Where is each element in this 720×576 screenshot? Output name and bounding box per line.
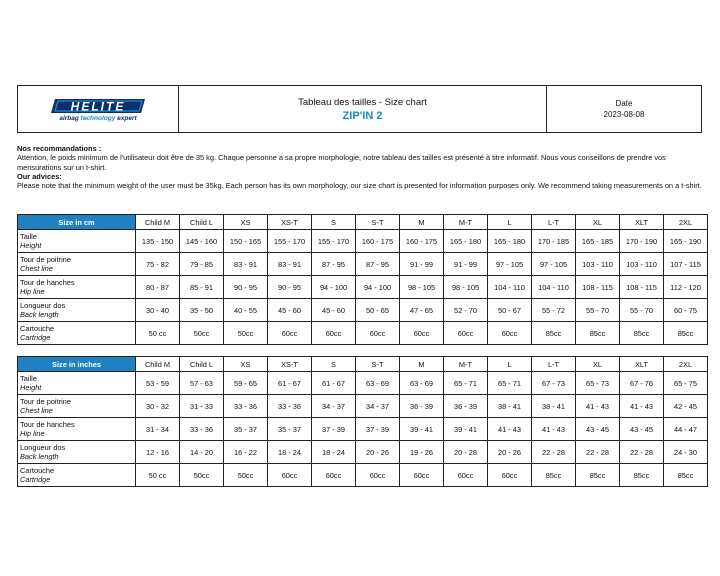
table-cell: 22 - 28 — [620, 441, 664, 464]
table-cell: 104 - 110 — [532, 276, 576, 299]
table-cell: 61 - 67 — [268, 372, 312, 395]
table-row — [18, 418, 708, 441]
in-row-label — [18, 464, 136, 487]
table-cell: 50 - 67 — [488, 299, 532, 322]
in-size-header: M — [400, 357, 444, 372]
row-label-fr: Taille — [20, 232, 37, 241]
date-label: Date — [615, 99, 633, 108]
cm-row-label — [18, 299, 136, 322]
table-cell: 47 - 65 — [400, 299, 444, 322]
table-cell: 75 - 82 — [136, 253, 180, 276]
in-size-header: 2XL — [664, 357, 708, 372]
table-cell: 22 - 28 — [576, 441, 620, 464]
table-row — [18, 276, 708, 299]
table-cell: 165 - 190 — [664, 230, 708, 253]
cm-header-row — [18, 215, 708, 230]
table-cell: 150 - 165 — [224, 230, 268, 253]
table-cell: 36 - 39 — [400, 395, 444, 418]
table-cell: 90 - 95 — [268, 276, 312, 299]
table-cell: 20 - 28 — [444, 441, 488, 464]
table-cell: 22 - 28 — [532, 441, 576, 464]
helite-logo — [49, 96, 147, 122]
table-cell: 36 - 39 — [444, 395, 488, 418]
row-label-en: Height — [20, 241, 42, 250]
cm-size-header: Child L — [180, 215, 224, 230]
advice-section — [17, 144, 707, 190]
table-cell: 50cc — [180, 322, 224, 345]
table-cell: 155 - 170 — [268, 230, 312, 253]
table-cell: 12 - 16 — [136, 441, 180, 464]
table-row — [18, 441, 708, 464]
table-cell: 85 - 91 — [180, 276, 224, 299]
size-table-cm — [17, 214, 708, 345]
table-cell: 45 - 60 — [268, 299, 312, 322]
document-header — [17, 85, 702, 133]
cm-size-header: XS — [224, 215, 268, 230]
table-cell: 65 - 71 — [444, 372, 488, 395]
size-table-inches — [17, 356, 708, 487]
table-cell: 60cc — [268, 322, 312, 345]
in-size-header: S — [312, 357, 356, 372]
row-label-en: Hip line — [20, 429, 45, 438]
in-row-label — [18, 395, 136, 418]
row-label-en: Back length — [20, 452, 59, 461]
in-size-header: L-T — [532, 357, 576, 372]
in-size-header: XS — [224, 357, 268, 372]
table-cell: 20 - 26 — [356, 441, 400, 464]
table-cell: 108 - 115 — [576, 276, 620, 299]
table-cell: 83 - 91 — [268, 253, 312, 276]
date-cell — [547, 86, 701, 132]
table-cell: 97 - 105 — [532, 253, 576, 276]
table-cell: 30 - 32 — [136, 395, 180, 418]
cm-row-label — [18, 276, 136, 299]
table-cell: 37 - 39 — [356, 418, 400, 441]
logo-tag-airbag: airbag — [59, 115, 79, 122]
cm-row-label — [18, 253, 136, 276]
logo-tagline — [59, 115, 136, 122]
row-label-en: Back length — [20, 310, 59, 319]
table-cell: 67 - 73 — [532, 372, 576, 395]
table-cell: 60 - 75 — [664, 299, 708, 322]
table-cell: 65 - 73 — [576, 372, 620, 395]
table-cell: 98 - 105 — [400, 276, 444, 299]
table-cell: 108 - 115 — [620, 276, 664, 299]
table-cell: 90 - 95 — [224, 276, 268, 299]
in-size-header: Child L — [180, 357, 224, 372]
table-cell: 38 - 41 — [532, 395, 576, 418]
cm-size-header: Child M — [136, 215, 180, 230]
table-cell: 61 - 67 — [312, 372, 356, 395]
cm-row-label — [18, 230, 136, 253]
cm-size-header: XLT — [620, 215, 664, 230]
table-cell: 40 - 55 — [224, 299, 268, 322]
table-cell: 34 - 37 — [356, 395, 400, 418]
advice-text-en: Please note that the minimum weight of the user must be 35kg. Each person has its own morphology, our size chart is presented for information purposes only. We recommend taking measurements on a t-shirt. — [17, 181, 702, 191]
table-cell: 39 - 41 — [444, 418, 488, 441]
table-cell: 50cc — [224, 464, 268, 487]
table-cell: 60cc — [312, 322, 356, 345]
table-cell: 60cc — [356, 322, 400, 345]
in-row-label — [18, 372, 136, 395]
table-row — [18, 372, 708, 395]
table-cell: 33 - 36 — [224, 395, 268, 418]
table-cell: 91 - 99 — [400, 253, 444, 276]
cm-corner-label: Size in cm — [18, 215, 136, 230]
cm-size-header: XL — [576, 215, 620, 230]
table-cell: 160 - 175 — [400, 230, 444, 253]
table-cell: 50 - 65 — [356, 299, 400, 322]
table-cell: 85cc — [576, 322, 620, 345]
table-cell: 44 - 47 — [664, 418, 708, 441]
table-cell: 85cc — [664, 464, 708, 487]
table-row — [18, 253, 708, 276]
table-cell: 33 - 36 — [180, 418, 224, 441]
in-size-header: XL — [576, 357, 620, 372]
row-label-fr: Cartouche — [20, 466, 55, 475]
logo-tag-technology: technology — [80, 115, 116, 122]
table-cell: 63 - 69 — [400, 372, 444, 395]
table-cell: 85cc — [532, 464, 576, 487]
table-cell: 155 - 170 — [312, 230, 356, 253]
table-cell: 35 - 37 — [224, 418, 268, 441]
table-cell: 41 - 43 — [576, 395, 620, 418]
cm-size-header: L — [488, 215, 532, 230]
table-cell: 18 - 24 — [268, 441, 312, 464]
table-cell: 60cc — [312, 464, 356, 487]
in-header-row — [18, 357, 708, 372]
table-row — [18, 230, 708, 253]
table-cell: 34 - 37 — [312, 395, 356, 418]
row-label-fr: Tour de hanches — [20, 420, 75, 429]
advice-heading-fr: Nos recommandations : — [17, 144, 102, 153]
cm-size-header: M-T — [444, 215, 488, 230]
table-cell: 85cc — [620, 464, 664, 487]
cm-row-label — [18, 322, 136, 345]
cm-size-header: L-T — [532, 215, 576, 230]
table-cell: 16 - 22 — [224, 441, 268, 464]
in-size-header: M-T — [444, 357, 488, 372]
table-cell: 97 - 105 — [488, 253, 532, 276]
table-cell: 41 - 43 — [620, 395, 664, 418]
helite-logo-mark — [49, 96, 147, 116]
table-cell: 135 - 150 — [136, 230, 180, 253]
table-cell: 39 - 41 — [400, 418, 444, 441]
table-cell: 87 - 95 — [356, 253, 400, 276]
table-cell: 112 - 120 — [664, 276, 708, 299]
table-cell: 35 - 37 — [268, 418, 312, 441]
table-cell: 59 - 65 — [224, 372, 268, 395]
in-size-header: Child M — [136, 357, 180, 372]
table-cell: 37 - 39 — [312, 418, 356, 441]
table-cell: 41 - 43 — [532, 418, 576, 441]
table-cell: 24 - 30 — [664, 441, 708, 464]
table-cell: 60cc — [444, 464, 488, 487]
table-cell: 60cc — [356, 464, 400, 487]
advice-text-fr: Attention, le poids minimum de l'utilisateur doit être de 35 kg. Chaque personne a sa propre morphologie, notre tableau des tailles est présenté à titre informatif. Nous vous conseillons de prendre vos mensurations sur un t-shirt. — [17, 153, 666, 172]
table-cell: 65 - 71 — [488, 372, 532, 395]
table-cell: 45 - 60 — [312, 299, 356, 322]
product-name: ZIP'IN 2 — [342, 109, 383, 122]
table-cell: 60cc — [488, 322, 532, 345]
row-label-fr: Tour de hanches — [20, 278, 75, 287]
table-cell: 20 - 26 — [488, 441, 532, 464]
table-cell: 103 - 110 — [620, 253, 664, 276]
row-label-en: Cartridge — [20, 475, 51, 484]
table-cell: 41 - 43 — [488, 418, 532, 441]
row-label-en: Cartridge — [20, 333, 51, 342]
cm-size-header: M — [400, 215, 444, 230]
row-label-fr: Tour de poitrine — [20, 255, 71, 264]
table-cell: 55 - 70 — [576, 299, 620, 322]
table-cell: 57 - 63 — [180, 372, 224, 395]
table-cell: 87 - 95 — [312, 253, 356, 276]
table-cell: 165 - 180 — [444, 230, 488, 253]
table-cell: 50 cc — [136, 322, 180, 345]
in-corner-label: Size in inches — [18, 357, 136, 372]
table-cell: 43 - 45 — [576, 418, 620, 441]
cm-size-header: S — [312, 215, 356, 230]
logo-tag-expert: expert — [117, 115, 137, 122]
in-row-label — [18, 441, 136, 464]
table-row — [18, 395, 708, 418]
table-cell: 33 - 36 — [268, 395, 312, 418]
table-cell: 60cc — [268, 464, 312, 487]
table-cell: 103 - 110 — [576, 253, 620, 276]
table-cell: 107 - 115 — [664, 253, 708, 276]
row-label-en: Height — [20, 383, 42, 392]
table-cell: 38 - 41 — [488, 395, 532, 418]
row-label-en: Chest line — [20, 406, 53, 415]
table-row — [18, 464, 708, 487]
table-cell: 60cc — [400, 322, 444, 345]
in-size-header: XS-T — [268, 357, 312, 372]
table-cell: 79 - 85 — [180, 253, 224, 276]
row-label-en: Hip line — [20, 287, 45, 296]
table-cell: 50 cc — [136, 464, 180, 487]
row-label-fr: Longueur dos — [20, 443, 66, 452]
logo-wordmark: HELITE — [70, 99, 126, 114]
table-cell: 60cc — [488, 464, 532, 487]
row-label-fr: Longueur dos — [20, 301, 66, 310]
in-size-header: XLT — [620, 357, 664, 372]
table-cell: 85cc — [620, 322, 664, 345]
table-cell: 165 - 180 — [488, 230, 532, 253]
table-cell: 14 - 20 — [180, 441, 224, 464]
table-cell: 170 - 190 — [620, 230, 664, 253]
advice-heading-en: Our advices: — [17, 171, 62, 181]
table-cell: 85cc — [664, 322, 708, 345]
table-cell: 85cc — [576, 464, 620, 487]
table-cell: 43 - 45 — [620, 418, 664, 441]
table-cell: 53 - 59 — [136, 372, 180, 395]
table-cell: 31 - 34 — [136, 418, 180, 441]
cm-size-header: 2XL — [664, 215, 708, 230]
table-cell: 67 - 76 — [620, 372, 664, 395]
table-cell: 18 - 24 — [312, 441, 356, 464]
table-cell: 83 - 91 — [224, 253, 268, 276]
table-cell: 98 - 105 — [444, 276, 488, 299]
table-cell: 60cc — [400, 464, 444, 487]
table-cell: 55 - 72 — [532, 299, 576, 322]
table-cell: 42 - 45 — [664, 395, 708, 418]
table-cell: 94 - 100 — [312, 276, 356, 299]
table-cell: 50cc — [180, 464, 224, 487]
table-cell: 50cc — [224, 322, 268, 345]
table-cell: 31 - 33 — [180, 395, 224, 418]
in-size-header: L — [488, 357, 532, 372]
table-cell: 52 - 70 — [444, 299, 488, 322]
table-cell: 19 - 26 — [400, 441, 444, 464]
table-cell: 160 - 175 — [356, 230, 400, 253]
row-label-en: Chest line — [20, 264, 53, 273]
row-label-fr: Tour de poitrine — [20, 397, 71, 406]
table-row — [18, 299, 708, 322]
table-cell: 170 - 185 — [532, 230, 576, 253]
page-title: Tableau des tailles - Size chart — [298, 96, 427, 108]
table-cell: 85cc — [532, 322, 576, 345]
table-cell: 55 - 70 — [620, 299, 664, 322]
cm-size-header: XS-T — [268, 215, 312, 230]
table-cell: 104 - 110 — [488, 276, 532, 299]
table-cell: 145 - 160 — [180, 230, 224, 253]
cm-size-header: S-T — [356, 215, 400, 230]
table-cell: 65 - 75 — [664, 372, 708, 395]
in-row-label — [18, 418, 136, 441]
table-cell: 60cc — [444, 322, 488, 345]
table-cell: 63 - 69 — [356, 372, 400, 395]
table-cell: 80 - 87 — [136, 276, 180, 299]
date-value: 2023-08-08 — [603, 110, 645, 119]
table-cell: 91 - 99 — [444, 253, 488, 276]
title-cell — [179, 86, 547, 132]
table-cell: 30 - 40 — [136, 299, 180, 322]
in-size-header: S-T — [356, 357, 400, 372]
table-cell: 165 - 185 — [576, 230, 620, 253]
table-cell: 94 - 100 — [356, 276, 400, 299]
row-label-fr: Cartouche — [20, 324, 55, 333]
table-row — [18, 322, 708, 345]
logo-cell — [18, 86, 179, 132]
row-label-fr: Taille — [20, 374, 37, 383]
table-cell: 35 - 50 — [180, 299, 224, 322]
